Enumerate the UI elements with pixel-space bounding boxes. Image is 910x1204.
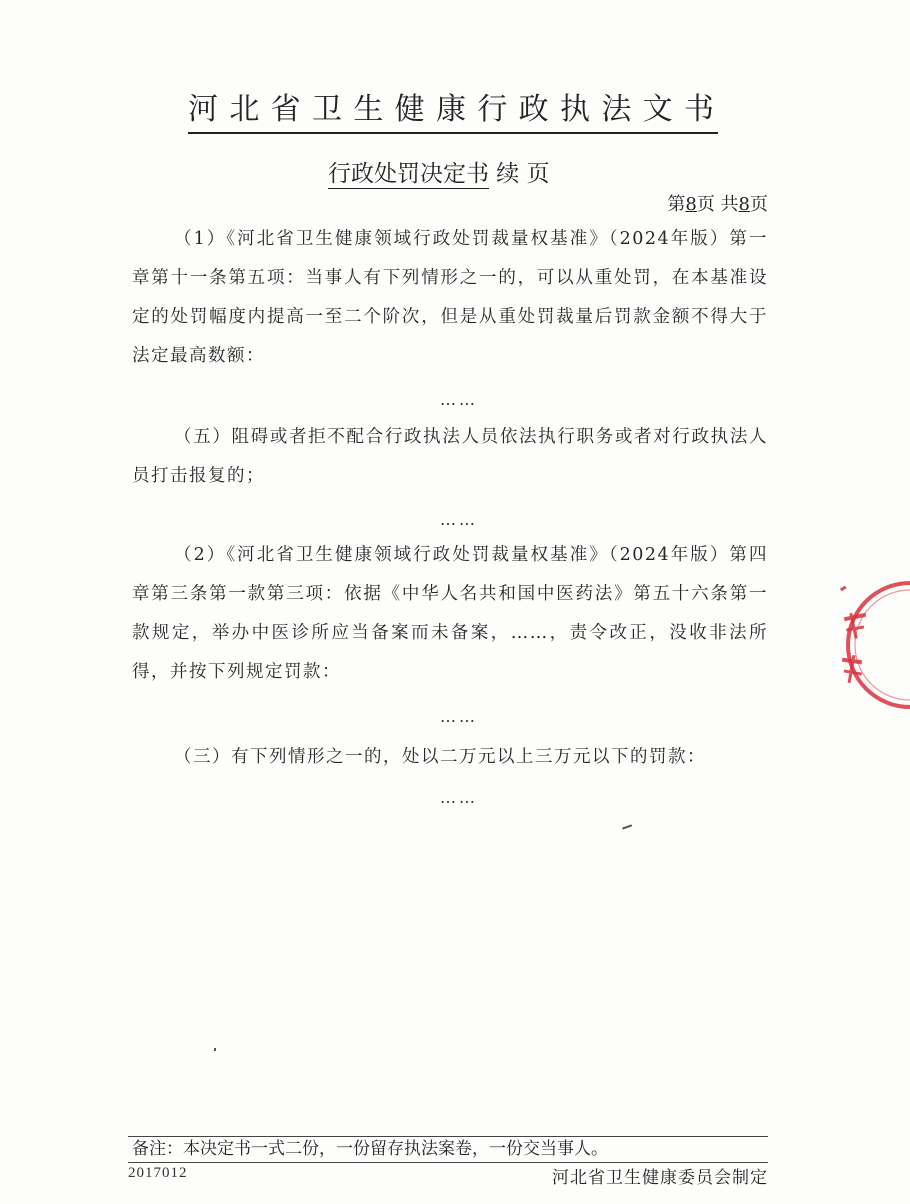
page-prefix: 第 xyxy=(667,194,686,215)
paragraph-2: （五）阻碍或者拒不配合行政执法人员依法执行职务或者对行政执法人员打击报复的； xyxy=(132,427,768,486)
subtitle-main: 行政处罚决定书 xyxy=(328,161,489,187)
official-seal-stamp xyxy=(832,575,910,715)
paragraph-3: （2）《河北省卫生健康领域行政处罚裁量权基准》（2024年版）第四章第三条第一款第三项：依据《中华人名共和国中医药法》第五十六条第一款规定，举办中医诊所应当备案而未备案，……，责令改正，没收非法所得，并按下列规定罚款： xyxy=(132,545,768,682)
scan-speck xyxy=(214,1048,216,1051)
page-suffix: 页 xyxy=(750,194,768,215)
page-mid: 页 共 xyxy=(696,194,739,215)
ellipsis-1: …… xyxy=(440,390,478,409)
issuing-organization: 河北省卫生健康委员会制定 xyxy=(552,1168,768,1188)
footer-note: 备注：本决定书一式二份，一份留存执法案卷，一份交当事人。 xyxy=(132,1139,608,1159)
page-counter xyxy=(667,193,768,217)
page-current: 8 xyxy=(685,194,697,215)
ellipsis-3: …… xyxy=(440,707,478,726)
ellipsis-2: …… xyxy=(440,510,478,529)
paragraph-4: （三）有下列情形之一的，处以二万元以上三万元以下的罚款： xyxy=(174,747,706,767)
scan-speck xyxy=(622,824,632,829)
document-title: 河北省卫生健康行政执法文书 xyxy=(188,90,718,134)
document-subtitle xyxy=(328,158,550,190)
form-code: 2017012 xyxy=(128,1165,188,1181)
page-total: 8 xyxy=(738,194,750,215)
paragraph-1: （1）《河北省卫生健康领域行政处罚裁量权基准》（2024年版）第一章第十一条第五项：当事人有下列情形之一的，可以从重处罚，在本基准设定的处罚幅度内提高一至二个阶次，但是从重处罚裁量后罚款金额不得大于法定最高数额： xyxy=(132,229,768,366)
ellipsis-4: …… xyxy=(440,788,478,807)
footer-bottom-rule xyxy=(128,1162,768,1163)
subtitle-suffix: 续 页 xyxy=(489,161,550,187)
